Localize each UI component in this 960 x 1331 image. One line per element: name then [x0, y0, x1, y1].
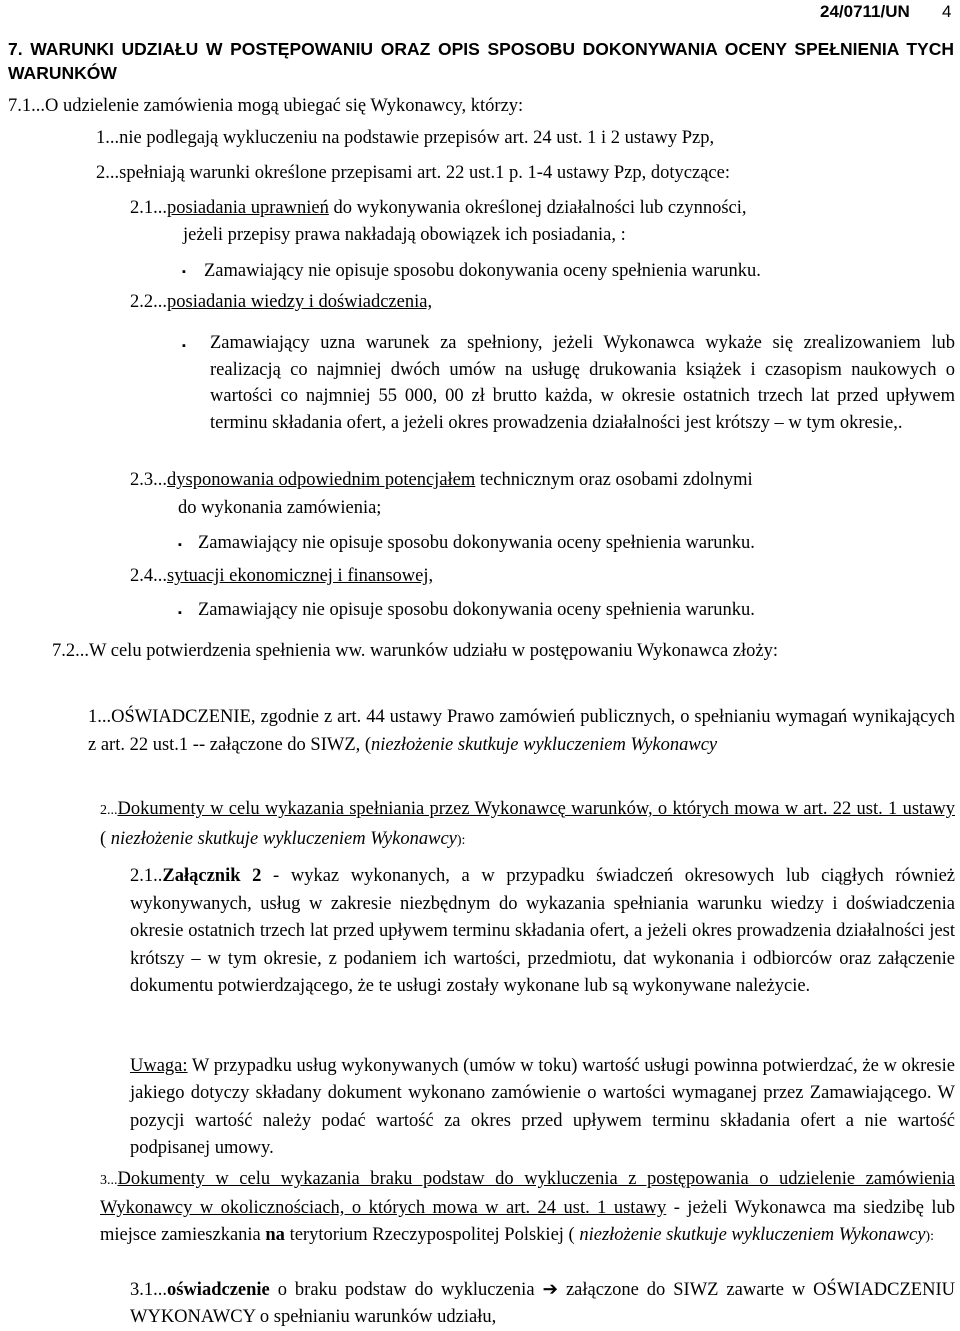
paragraph-7-2: 7.2...W celu potwierdzenia spełnienia ww. warunków udziału w postępowaniu Wykonawca złoży:	[52, 641, 778, 661]
paragraph-7-1-1: 1...nie podlegają wykluczeniu na podstawie przepisów art. 24 ust. 1 i 2 ustawy Pzp,	[96, 128, 715, 148]
paragraph-2-1: 2.1...posiadania uprawnień do wykonywania określonej działalności lub czynności,	[130, 198, 747, 218]
page-number: 4	[942, 2, 952, 21]
paragraph-2-1-line2: jeżeli przepisy prawa nakładają obowiązek ich posiadania, :	[183, 225, 626, 245]
attachment-2-paragraph: 2.1..Załącznik 2 - wykaz wykonanych, a w przypadku świadczeń okresowych lub ciągłych również wykonywanych, usług w zakresie niezbędnym do wykazania spełniania warunku wiedzy i doświadczenia okresie ostatnich trzech lat przed upływem terminu składania ofert, a jeżeli okres prowadzenia działalności jest krótszy – w tym okresie, z podaniem ich wartości, przedmiotu, dat wykonania i odbiorców oraz załączenie dokumentu potwierdzającego, że te usługi zostały wykonane lub są wykonywane należycie.	[130, 866, 956, 997]
paragraph-2-4: 2.4...sytuacji ekonomicznej i finansowej,	[130, 566, 434, 586]
paragraph-7-1-2: 2...spełniają warunki określone przepisami art. 22 ust.1 p. 1-4 ustawy Pzp, dotyczące:	[96, 163, 730, 183]
paragraph-3: 3...Dokumenty w celu wykazania braku podstaw do wykluczenia z postępowania o udzielenie zamówienia Wykonawcy w okolicznościach, o których mowa w art. 24 ust. 1 ustawy - jeżeli Wykonawca ma siedzibę lub miejsce zamieszkania na terytorium Rzeczypospolitej Polskiej ( niezłożenie skutkuje wykluczeniem Wykonawcy):	[100, 1169, 956, 1245]
bullet-text: Zamawiający nie opisuje sposobu dokonywania oceny spełnienia warunku.	[198, 533, 755, 553]
bullet-icon: ▪	[182, 340, 186, 352]
page-code: 24/0711/UN	[820, 2, 910, 21]
bullet-text: Zamawiający uzna warunek za spełniony, jeżeli Wykonawca wykaże się zrealizowaniem lub realizacją co najmniej dwóch umów na usługę drukowania książek i czasopism naukowych o wartości co najmniej 55 000, 00 zł brutto każda, w okresie ostatnich trzech lat przed upływem terminu składania ofert, a jeżeli okres prowadzenia działalności jest krótszy – w tym okresie,.	[210, 333, 955, 433]
paragraph-7-2-2: 2...Dokumenty w celu wykazania spełniania przez Wykonawcę warunków, o których mowa w art. 22 ust. 1 ustawy ( niezłożenie skutkuje wykluczeniem Wykonawcy):	[100, 799, 955, 849]
bullet-icon: ▪	[178, 539, 182, 551]
paragraph-2-2: 2.2...posiadania wiedzy i doświadczenia,	[130, 292, 433, 312]
bullet-text: Zamawiający nie opisuje sposobu dokonywania oceny spełnienia warunku.	[204, 261, 761, 281]
bullet-icon: ▪	[182, 266, 186, 278]
section-title: 7. WARUNKI UDZIAŁU W POSTĘPOWANIU ORAZ OPIS SPOSOBU DOKONYWANIA OCENY SPEŁNIENIA TYCH WARUNKÓW	[8, 39, 954, 83]
paragraph-7-2-1: 1...OŚWIADCZENIE, zgodnie z art. 44 ustawy Prawo zamówień publicznych, o spełnianiu wymagań wynikających z art. 22 ust.1 -- załączone do SIWZ, (niezłożenie skutkuje wykluczeniem Wykonawcy	[88, 707, 955, 755]
paragraph-7-1: 7.1...O udzielenie zamówienia mogą ubiegać się Wykonawcy, którzy:	[8, 96, 524, 116]
paragraph-2-3: 2.3...dysponowania odpowiednim potencjałem technicznym oraz osobami zdolnymi	[130, 470, 753, 490]
note-paragraph: Uwaga: W przypadku usług wykonywanych (umów w toku) wartość usługi powinna potwierdzać, że w okresie jakiego dotyczy składany dokument wykonano zamówienie o wartości wymaganej przez Zamawiającego. W pozycji wartość należy podać wartość za okres przed upływem terminu składania ofert a nie wartość podpisanej umowy.	[130, 1056, 955, 1159]
bullet-text: Zamawiający nie opisuje sposobu dokonywania oceny spełnienia warunku.	[198, 600, 755, 620]
paragraph-2-3-line2: do wykonania zamówienia;	[178, 498, 382, 518]
paragraph-3-1: 3.1...oświadczenie o braku podstaw do wykluczenia ➔ załączone do SIWZ zawarte w OŚWIADCZENIU WYKONAWCY o spełnianiu warunków udziału,	[130, 1280, 955, 1327]
bullet-icon: ▪	[178, 607, 182, 619]
arrow-right-icon: ➔	[542, 1280, 558, 1300]
